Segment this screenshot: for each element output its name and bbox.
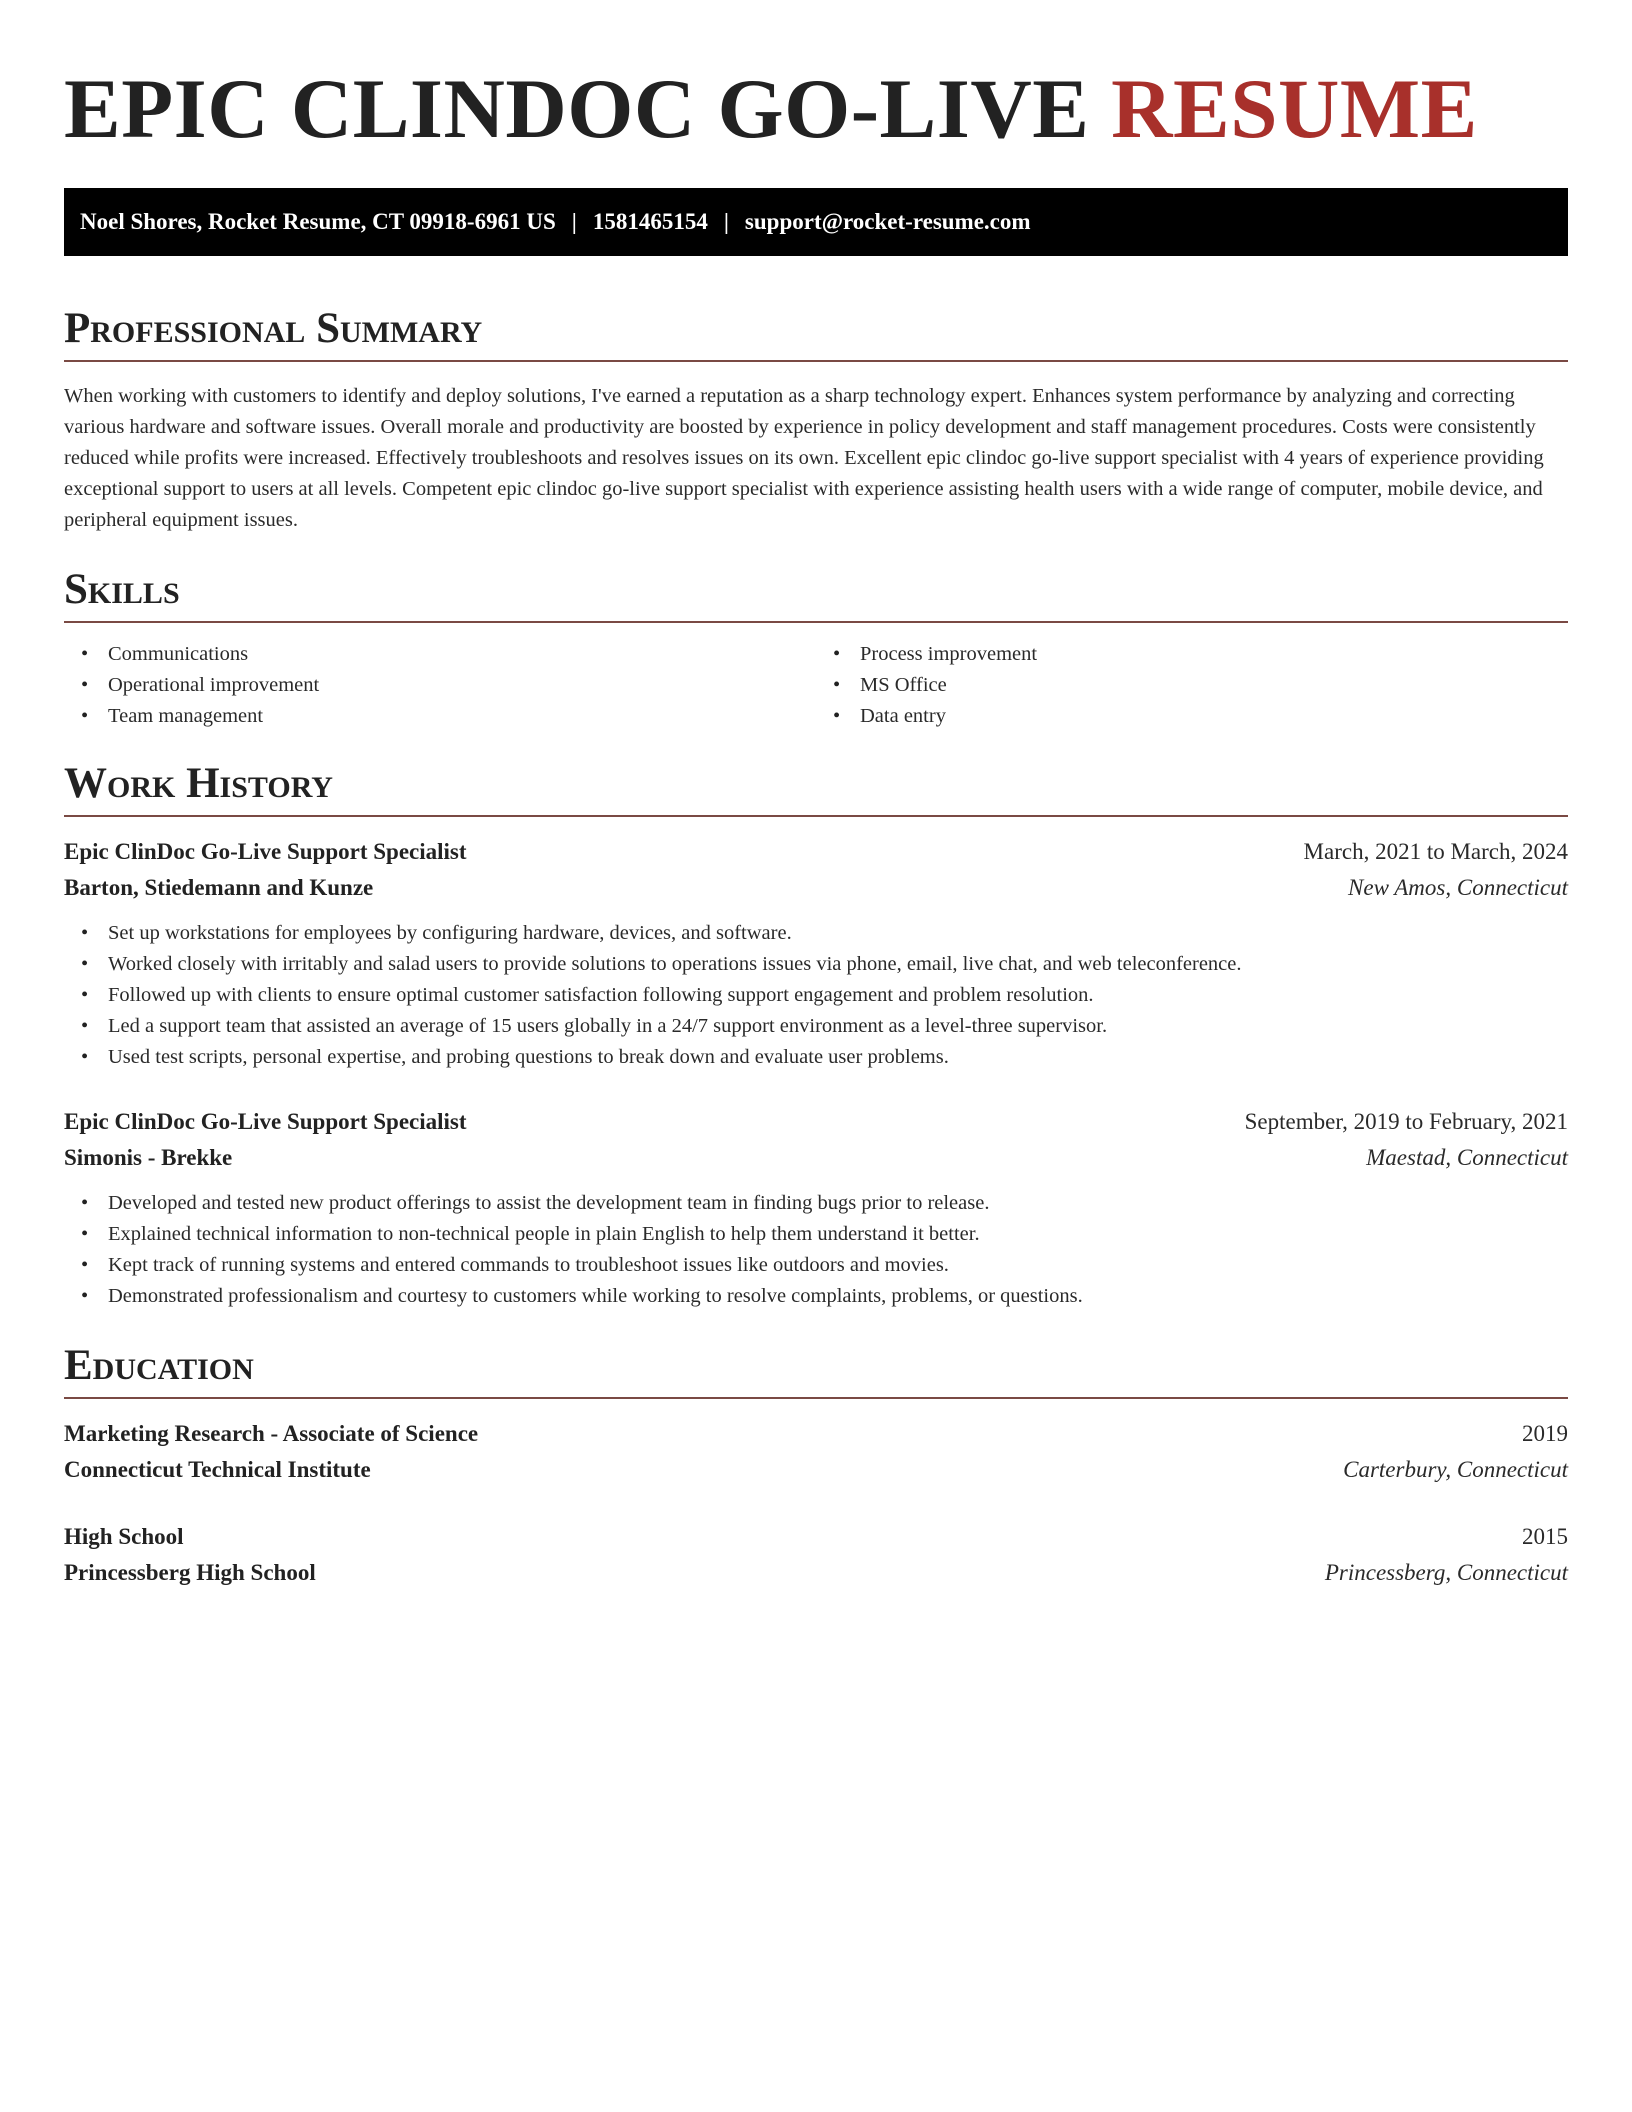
contact-separator: |	[723, 209, 729, 234]
skill-item: • Process improvement	[860, 639, 1568, 670]
section-divider	[64, 360, 1568, 362]
resume-title	[64, 54, 1568, 164]
summary-text: When working with customers to identify and deploy solutions, I've earned a reputation as a sharp technology expert. Enhances system performance by analyzing and correcting various hardware and software issues. Overall morale and productivity are boosted by experience in policy development and staff management procedures. Costs were consistently reduced while profits were increased. Effectively troubleshoots and resolves issues on its own. Excellent epic clindoc go-live support specialist with 4 years of experience providing exceptional support to users at all levels. Competent epic clindoc go-live support specialist with experience assisting health users with a wide range of computer, mobile device, and peripheral equipment issues.	[64, 385, 1544, 531]
skill-item: • Data entry	[860, 701, 1568, 732]
education-school-row	[64, 1555, 1568, 1591]
job-company: Simonis - Brekke	[64, 1145, 233, 1170]
education-section	[64, 1338, 1568, 1591]
skill-item: • MS Office	[860, 670, 1568, 701]
education-entry	[64, 1519, 1568, 1591]
duty-item: • Followed up with clients to ensure optimal customer satisfaction following support engagement and problem resolution.	[108, 980, 1568, 1011]
section-heading-work: Work History	[64, 760, 333, 807]
job-location: New Amos, Connecticut	[1348, 875, 1568, 900]
duty-item: • Kept track of running systems and entered commands to troubleshoot issues like outdoors and movies.	[108, 1250, 1568, 1281]
contact-bar	[64, 188, 1568, 256]
duty-item: • Explained technical information to non-technical people in plain English to help them understand it better.	[108, 1219, 1568, 1250]
job-entry	[64, 1104, 1568, 1312]
section-heading-skills: Skills	[64, 566, 180, 613]
duty-item: • Demonstrated professionalism and courtesy to customers while working to resolve complaints, problems, or questions.	[108, 1281, 1568, 1312]
education-header-row	[64, 1416, 1568, 1452]
job-entry	[64, 834, 1568, 1073]
section-heading-summary: Professional Summary	[64, 305, 483, 352]
education-degree: Marketing Research - Associate of Science	[64, 1421, 479, 1446]
section-divider	[64, 815, 1568, 817]
education-location: Carterbury, Connecticut	[1343, 1457, 1568, 1482]
skills-section	[64, 562, 1568, 732]
skills-column-left	[64, 639, 816, 732]
education-school: Connecticut Technical Institute	[64, 1457, 371, 1482]
skill-item: • Team management	[108, 701, 816, 732]
job-company-row	[64, 870, 1568, 906]
job-company-row	[64, 1140, 1568, 1176]
job-duties	[64, 1188, 1568, 1312]
contact-address: Noel Shores, Rocket Resume, CT 09918-6961 US	[80, 209, 556, 234]
duty-item: • Led a support team that assisted an average of 15 users globally in a 24/7 support environment as a level-three supervisor.	[108, 1011, 1568, 1042]
job-company: Barton, Stiedemann and Kunze	[64, 875, 374, 900]
job-header-row	[64, 1104, 1568, 1140]
education-school: Princessberg High School	[64, 1560, 316, 1585]
education-school-row	[64, 1452, 1568, 1488]
work-history-section	[64, 756, 1568, 1312]
duty-item: • Set up workstations for employees by configuring hardware, devices, and software.	[108, 918, 1568, 949]
duty-item: • Developed and tested new product offerings to assist the development team in finding bugs prior to release.	[108, 1188, 1568, 1219]
job-dates: March, 2021 to March, 2024	[1303, 839, 1568, 864]
contact-separator: |	[571, 209, 577, 234]
education-degree: High School	[64, 1524, 184, 1549]
job-header-row	[64, 834, 1568, 870]
title-accent: RESUME	[1111, 62, 1478, 156]
section-divider	[64, 1397, 1568, 1399]
section-divider	[64, 621, 1568, 623]
job-duties	[64, 918, 1568, 1073]
section-heading-education: Education	[64, 1342, 254, 1389]
contact-email[interactable]: support@rocket-resume.com	[744, 209, 1031, 234]
title-main: EPIC CLINDOC GO-LIVE	[64, 62, 1090, 156]
duty-item: • Worked closely with irritably and salad users to provide solutions to operations issues via phone, email, live chat, and web teleconference.	[108, 949, 1568, 980]
job-title: Epic ClinDoc Go-Live Support Specialist	[64, 1109, 467, 1134]
skill-item: • Communications	[108, 639, 816, 670]
job-title: Epic ClinDoc Go-Live Support Specialist	[64, 839, 467, 864]
education-location: Princessberg, Connecticut	[1324, 1560, 1568, 1585]
summary-section	[64, 301, 1568, 536]
skills-list	[64, 639, 1568, 732]
education-year: 2019	[1522, 1421, 1568, 1446]
skills-column-right	[816, 639, 1568, 732]
duty-item: • Used test scripts, personal expertise, and probing questions to break down and evaluate user problems.	[108, 1042, 1568, 1073]
education-year: 2015	[1522, 1524, 1568, 1549]
contact-phone[interactable]: 1581465154	[592, 209, 708, 234]
education-header-row	[64, 1519, 1568, 1555]
education-entry	[64, 1416, 1568, 1488]
skill-item: • Operational improvement	[108, 670, 816, 701]
job-dates: September, 2019 to February, 2021	[1244, 1109, 1568, 1134]
job-location: Maestad, Connecticut	[1366, 1145, 1568, 1170]
